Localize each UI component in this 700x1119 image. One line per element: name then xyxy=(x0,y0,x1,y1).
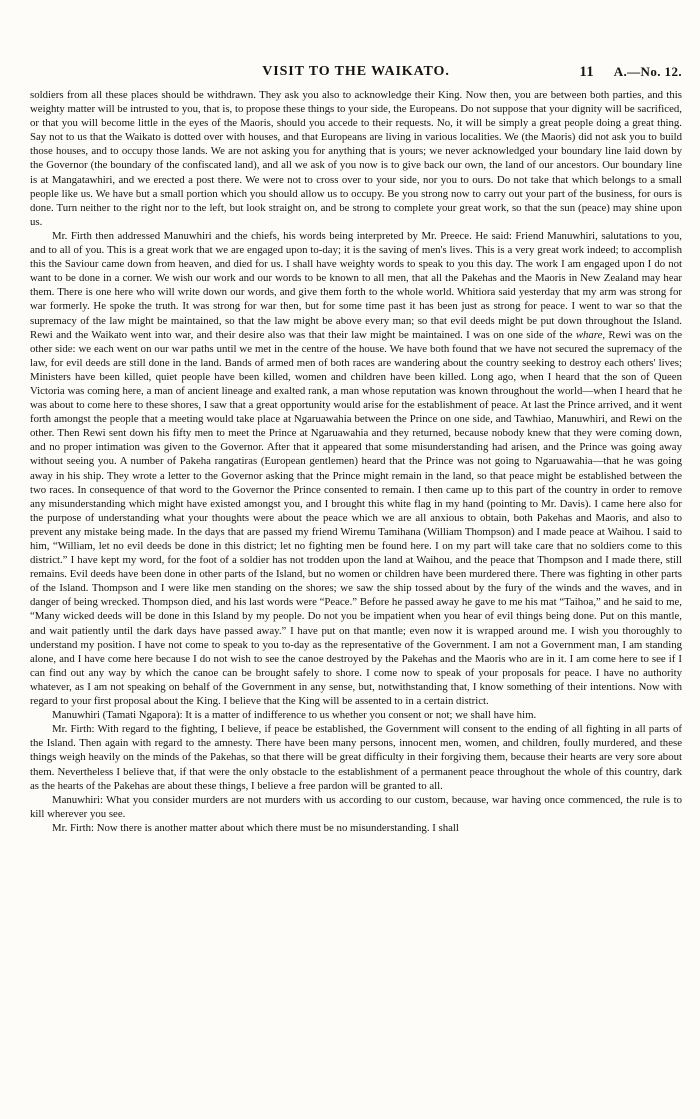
paragraph-text: Manuwhiri: What you consider murders are not murders with us according to our custom, because, war having once commenced, the rule is to kill wherever you see. xyxy=(30,793,682,820)
paragraph-text: Mr. Firth then addressed Manuwhiri and the chiefs, his words being interpreted by Mr. Preece. He said: Friend Manuwhiri, salutations to you, and to all of you. This is a great work that we are engaged upon to-day; it is the saving of men's lives. This is a very great work indeed; to accomplish this the Saviour came down from heaven, and died for us. I shall have weighty words to speak to you this day. The work I am engaged upon I do not want to be done in a corner. We wish our work and our words to be known to all men, that all the Pakehas and the Maoris in New Zealand may hear them. There is one here who will write down our words, and give them forth to the whole world. Whitiora said yesterday that my arm was strong for war formerly. He spoke the truth. It was strong for war then, but for some time past it has been just as strong for peace. I went to war so that the supremacy of the law might be maintained, so that the law might be above every man; so that evil deeds might be put down throughout the Island. Rewi and the Waikato went into war, and their desire also was that their law might be maintained. I was on one side of the xyxy=(30,229,682,341)
paragraph-text: Mr. Firth: With regard to the fighting, I believe, if peace be established, the Government will consent to the ending of all fighting in all parts of the Island. Then again with regard to the amnesty. There have been many persons, innocent men, women, and children, foully murdered, and these things weigh heavily on the minds of the Pakehas, so that there will be great difficulty in their forgiving them, because their hearts are very sore about them. Nevertheless I believe that, if that were the only obstacle to the establishment of a permanent peace throughout the whole of this country, dark as the hearts of the Pakehas are about these things, I believe a free pardon will be granted to all. xyxy=(30,723,682,792)
page-title: VISIT TO THE WAIKATO. xyxy=(262,64,450,79)
paragraph xyxy=(30,722,682,792)
document-reference: A.—No. 12. xyxy=(613,64,682,79)
paragraph xyxy=(30,229,682,708)
paragraph xyxy=(30,708,682,722)
page-number: 11 xyxy=(579,64,594,80)
italic-word: whare xyxy=(575,328,603,341)
body-text xyxy=(30,88,682,835)
page-header xyxy=(30,64,682,84)
paragraph xyxy=(30,88,682,229)
paragraph-text: Manuwhiri (Tamati Ngapora): It is a matter of indifference to us whether you consent or not; we shall have him. xyxy=(52,709,537,722)
paragraph-text: , Rewi was on the other side: we each went on our war paths until we met in the centre of the house. We have both found that we have not secured the supremacy of the law, for evil deeds are still done in the land. Bands of armed men of both races are wandering about the country seeking to destroy each others' lives; Ministers have been killed, quiet people have been killed, women and children have been killed. Long ago, when I heard that the son of Queen Victoria was coming here, a man of ancient lineage and exalted rank, a man whose reputation was known throughout the world—when I heard that he was about to come here to these shores, I saw that a great opportunity would arise for the establishment of peace. At last the Prince arrived, and it went forth amongst the people that a meeting would take place at Ngaruawahia between the Prince on one side, and Tawhiao, Manuwhiri, and Rewi on the other. Then Rewi sent down his fifty men to meet the Prince at Ngaruawahia and they returned, because nobody knew that they were coming down, and no proper intimation was given to the Governor. After that it appeared that some misunderstanding had arisen, and the Prince was going away without seeing you. A number of Pakeha rangatiras (European gentlemen) heard that the Prince was not going to Ngaruawahia—that he was going away in his ship. They wrote a letter to the Governor asking that the Prince might remain in the land, so that peace might be established between the two races. In consequence of that word to the Governor the Prince consented to remain. I then came up to this part of the country in order to remove any misunderstanding which might have existed amongst you, and I brought this white flag in my hand (pointing to Mr. Davis). I came here also for the purpose of understanding what your thoughts were about the peace which we are all anxious to obtain, both Pakehas and Maoris, and also to prevent any mistake being made. In the days that are passed my friend Wiremu Tamihana (William Thompson) and I made peace at Waihou. I said to him, “William, let no evil deeds be done in this district; let no fighting men be found here. I on my part will take care that no soldiers come to this district.” I have kept my word, for the foot of a soldier has not trodden upon the land at Waihou, and the peace that Thompson and I made there, still remains. Evil deeds have been done in other parts of the Island, but no women or children have been murdered there. There was fighting in other parts of the Island. Thompson and I were like men standing on the shores; we saw the ship tossed about by the fury of the winds and the waves, and in danger of being wrecked. Thompson died, and his last words were “Peace.” Before he passed away he gave to me his mat “Taihoa,” and he said to me, “Many wicked deeds will be done in this Island by my people. Do not you be impatient when you hear of evil things being done. Put on this mantle, and wait patiently until the dark days have passed away.” I have put on that mantle; even now it is wrapped around me. I wish you thoroughly to understand my position. I have not come to speak to you to-day as the representative of the Government. I am not a Government man, I am standing alone, and I have come here because I do not wish to see the canoe destroyed by the Pakehas and the Maoris who are in it. I am come here to see if I can find out any way by which the canoe can be brought safely to shore. I come now to speak of your proposals for peace. I have no authority whatever, as I am not speaking on behalf of the Government in any sense, but, notwithstanding that, I know something of their intentions. Now with regard to your first proposal about the King. I believe that the King will be assented to in a certain district. xyxy=(30,328,682,708)
paragraph xyxy=(30,821,682,835)
paragraph-text: Mr. Firth: Now there is another matter about which there must be no misunderstanding. I shall xyxy=(52,821,459,834)
paragraph xyxy=(30,793,682,821)
paragraph-text: soldiers from all these places should be withdrawn. They ask you also to acknowledge their King. Now then, you are between both parties, and this weighty matter will be intrusted to you, that is, to propose these things to your side, the Europeans. Do not suppose that your dignity will be sacrificed, or that you will become little in the eyes of the Maoris, should you accede to their requests. No, it will be simply a great people doing a great thing. Say not to us that the Waikato is dotted over with houses, and that Europeans are living in various localities. We (the Maoris) did not ask you to build those houses, and to occupy those lands. We are not asking you for anything that is yours; we never acknowledged your boundary line laid down by the Governor (the boundary of the confiscated land), and all we ask of you now is to give back our own, the land of our ancestors. Our boundary line is at Mangatawhiri, and we erected a post there. We were not to cross over to your side, nor you to ours. Do not take that which belongs to a small people like us. We have but a small portion which you should allow us to occupy. Be you strong now to carry out your part of the business, for ours is done. Turn neither to the right nor to the left, but look straight on, and be strong to complete your great work, so that the sun (peace) may shine upon us. xyxy=(30,89,682,228)
